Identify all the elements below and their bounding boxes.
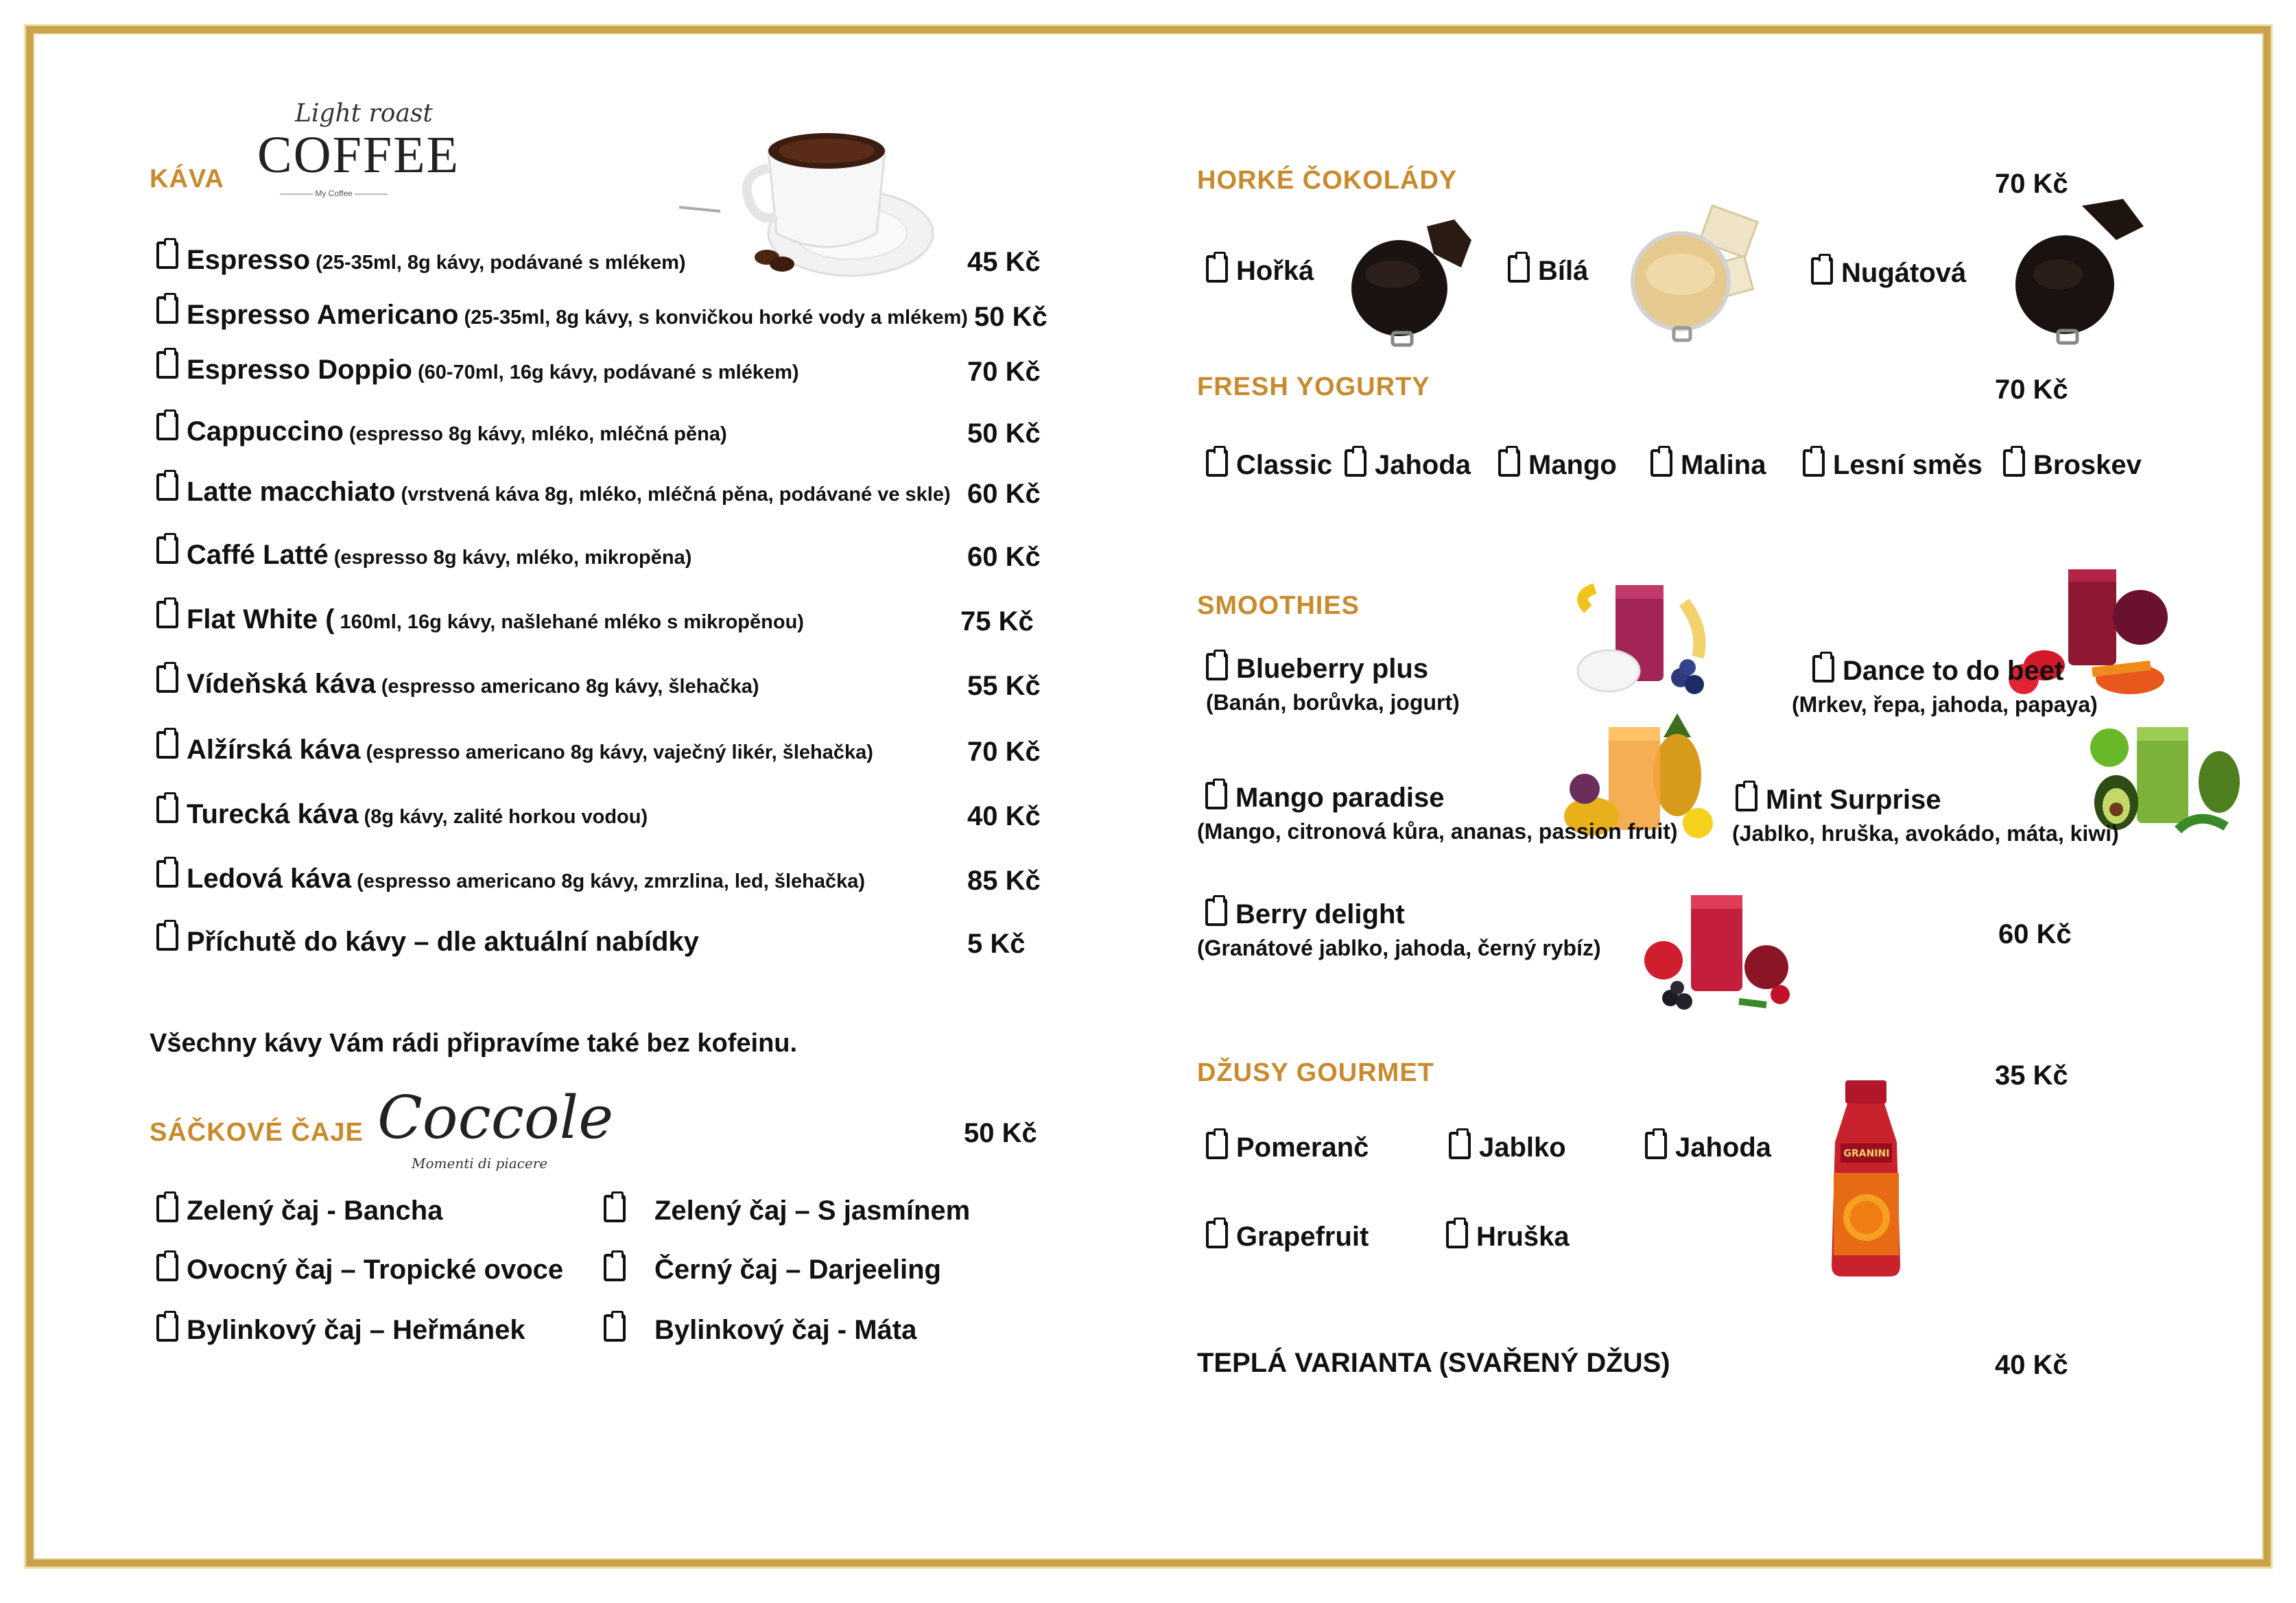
checkbox-icon [156, 860, 178, 888]
caj-item[interactable] [604, 1254, 941, 1285]
checkbox-icon [156, 473, 178, 501]
checkbox-icon [1508, 255, 1530, 283]
kava-item-desc: (25-35ml, 8g kávy, podávané s mlékem) [316, 252, 686, 274]
dzus-item-label: Pomeranč [1236, 1132, 1369, 1163]
kava-item-price: 60 Kč [967, 542, 1041, 572]
dzus-item[interactable] [1446, 1221, 1570, 1252]
checkbox-icon [156, 731, 178, 759]
tepla-varianta-price: 40 Kč [1995, 1350, 2068, 1380]
kava-item[interactable] [156, 796, 1048, 830]
coffee-logo-main: COFFEE [257, 126, 460, 184]
smoothie-item-desc: (Mrkev, řepa, jahoda, papaya) [1792, 692, 2098, 717]
smoothie-item-name: Mint Surprise [1766, 785, 1941, 815]
cokolady-heading: HORKÉ ČOKOLÁDY [1197, 166, 1458, 195]
kava-item-name: Ledová káva [187, 864, 352, 894]
kava-item-price: 75 Kč [960, 606, 1034, 637]
kava-item-desc: (espresso americano 8g kávy, vaječný likér, šlehačka) [366, 741, 873, 763]
kava-item-price: 70 Kč [967, 737, 1041, 767]
kava-item[interactable] [156, 351, 1048, 385]
coffee-logo-small: ———— My Coffee ———— [280, 189, 388, 198]
caj-item[interactable] [604, 1314, 916, 1346]
kava-item-name: Alžírská káva [187, 735, 361, 765]
yogurt-item[interactable] [1650, 449, 1766, 481]
checkbox-icon [2003, 449, 2025, 477]
yogurt-item-label: Malina [1681, 450, 1766, 480]
kava-item[interactable] [156, 413, 1048, 447]
smoothie-item[interactable] [1197, 899, 1601, 961]
smoothie-item-name: Berry delight [1235, 899, 1405, 929]
checkbox-icon [1206, 1132, 1228, 1159]
coffee-logo [254, 99, 460, 198]
checkbox-icon [604, 1195, 626, 1222]
cokolada-horka-label: Hořká [1236, 256, 1314, 286]
kava-item-desc: (8g kávy, zalité horkou vodou) [364, 806, 648, 828]
dzusy-heading: DŽUSY GOURMET [1197, 1058, 1434, 1087]
kava-item-desc: (vrstvená káva 8g, mléko, mléčná pěna, podávané ve skle) [401, 484, 951, 506]
juice-bottle-image [1821, 1080, 1910, 1279]
smoothie-item-name: Blueberry plus [1236, 654, 1429, 684]
smoothie-item-name: Mango paradise [1235, 783, 1445, 813]
kava-item[interactable] [156, 241, 1048, 276]
checkbox-icon [156, 665, 178, 693]
smoothie-item[interactable] [1197, 782, 1678, 844]
smoothie-item-desc: (Granátové jablko, jahoda, černý rybíz) [1197, 936, 1601, 960]
kava-item-price: 60 Kč [967, 479, 1041, 509]
checkbox-icon [1812, 655, 1834, 682]
caj-item-label: Černý čaj – Darjeeling [654, 1255, 941, 1285]
dark-chocolate-image [1345, 213, 1482, 350]
checkbox-icon [1449, 1132, 1471, 1159]
yogurt-item-label: Jahoda [1375, 450, 1471, 480]
dzus-item-label: Hruška [1476, 1222, 1570, 1252]
white-chocolate-image [1626, 206, 1763, 350]
kava-item-name: Espresso [187, 245, 311, 275]
checkbox-icon [1206, 653, 1228, 680]
checkbox-icon [604, 1314, 626, 1342]
kava-item[interactable] [156, 860, 1048, 894]
kava-item-desc: (espresso americano 8g kávy, šlehačka) [381, 676, 759, 698]
tepla-varianta-label: TEPLÁ VARIANTA (SVAŘENÝ DŽUS) [1197, 1348, 1670, 1378]
blueberry-smoothie-image [1567, 582, 1718, 702]
kava-item-name: Flat White ( [187, 604, 335, 634]
kava-item-name: Espresso Americano [187, 300, 459, 330]
dzus-item[interactable] [1449, 1132, 1566, 1163]
cokolady-price: 70 Kč [1995, 169, 2068, 199]
kava-item-desc: (espresso 8g kávy, mléko, mléčná pěna) [348, 423, 727, 445]
kava-item-price: 50 Kč [974, 302, 1048, 332]
checkbox-icon [1206, 1221, 1228, 1248]
kava-item-name: Příchutě do kávy – dle aktuální nabídky [187, 927, 699, 957]
yogurt-item-label: Lesní směs [1833, 450, 1983, 480]
smoothie-item[interactable] [1732, 784, 2119, 846]
kava-item-name: Latte macchiato [187, 477, 396, 507]
caj-item-label: Ovocný čaj – Tropické ovoce [187, 1255, 564, 1285]
kava-item[interactable] [156, 731, 1048, 765]
kava-item-price: 45 Kč [967, 247, 1041, 277]
checkbox-icon [1645, 1132, 1667, 1159]
cokolada-nugatova[interactable] [1811, 257, 1966, 289]
checkbox-icon [1811, 257, 1833, 285]
caje-heading: SÁČKOVÉ ČAJE [150, 1118, 364, 1147]
dzus-item[interactable] [1206, 1221, 1369, 1252]
checkbox-icon [1206, 449, 1228, 477]
checkbox-icon [1803, 449, 1825, 477]
checkbox-icon [604, 1254, 626, 1281]
kava-item[interactable] [156, 296, 1048, 331]
checkbox-icon [156, 351, 178, 379]
kava-item-name: Vídeňská káva [187, 669, 376, 699]
checkbox-icon [156, 601, 178, 628]
yogurt-item[interactable] [2003, 449, 2142, 481]
checkbox-icon [156, 1254, 178, 1281]
caj-item[interactable] [156, 1254, 563, 1285]
kava-item-desc: 160ml, 16g kávy, našlehané mléko s mikropěnou) [340, 611, 804, 633]
dzusy-price: 35 Kč [1995, 1060, 2068, 1091]
yogurt-item-label: Mango [1528, 450, 1617, 480]
yogurt-item-label: Classic [1236, 450, 1333, 480]
berry-smoothie-image [1636, 892, 1801, 1015]
kava-item-desc: (60-70ml, 16g kávy, podávané s mlékem) [417, 361, 799, 383]
kava-item-price: 40 Kč [967, 801, 1041, 831]
caj-item-label: Zelený čaj – S jasmínem [654, 1196, 971, 1226]
kava-item-price: 85 Kč [967, 866, 1041, 896]
smoothie-item[interactable] [1206, 653, 1460, 715]
coccole-logo [370, 1084, 614, 1180]
kava-item-name: Espresso Doppio [187, 355, 412, 385]
cokolada-nugatova-label: Nugátová [1841, 258, 1967, 288]
coccole-logo-main: Coccole [377, 1084, 614, 1152]
checkbox-icon [1446, 1221, 1468, 1248]
smoothies-heading: SMOOTHIES [1197, 591, 1360, 620]
checkbox-icon [1498, 449, 1520, 477]
yogurt-item[interactable] [1498, 449, 1617, 481]
caj-item[interactable] [604, 1195, 970, 1226]
checkbox-icon [156, 536, 178, 564]
kava-item[interactable] [156, 923, 1048, 958]
checkbox-icon [156, 413, 178, 440]
cokolada-bila-label: Bílá [1538, 256, 1589, 286]
kava-item[interactable] [156, 601, 1048, 635]
checkbox-icon [156, 296, 178, 324]
kava-item-price: 70 Kč [967, 357, 1041, 387]
yogurty-price: 70 Kč [1995, 375, 2068, 405]
yogurty-heading: FRESH YOGURTY [1197, 372, 1430, 401]
dzus-item-label: Jablko [1479, 1132, 1566, 1163]
checkbox-icon [1736, 784, 1757, 811]
kava-item-desc: (espresso 8g kávy, mléko, mikropěna) [333, 547, 692, 569]
smoothie-item-desc: (Banán, borůvka, jogurt) [1206, 690, 1460, 715]
kava-item-name: Turecká káva [187, 799, 359, 829]
yogurt-item[interactable] [1206, 449, 1332, 481]
dzus-item-label: Jahoda [1675, 1132, 1772, 1163]
checkbox-icon [1205, 899, 1227, 926]
caj-item-label: Bylinkový čaj – Heřmánek [187, 1315, 525, 1345]
kava-heading: KÁVA [150, 165, 224, 193]
caj-item[interactable] [156, 1195, 442, 1226]
dzus-item[interactable] [1645, 1132, 1771, 1163]
smoothie-item-desc: (Mango, citronová kůra, ananas, passion fruit) [1197, 819, 1678, 844]
coccole-logo-sub: Momenti di piacere [412, 1155, 548, 1172]
kava-item[interactable] [156, 665, 1048, 700]
juice-bottle-label: GRANINI [1843, 1148, 1890, 1159]
checkbox-icon [1206, 255, 1228, 283]
kava-item-price: 50 Kč [967, 418, 1041, 449]
smoothies-price: 60 Kč [1998, 919, 2072, 949]
yogurt-item[interactable] [1803, 449, 1983, 481]
dzus-item-label: Grapefruit [1236, 1222, 1369, 1252]
smoothie-item[interactable] [1792, 655, 2098, 717]
checkbox-icon [156, 796, 178, 823]
kava-item-desc: (espresso americano 8g kávy, zmrzlina, led, šlehačka) [357, 870, 866, 892]
yogurt-item[interactable] [1345, 449, 1471, 481]
caj-item-label: Zelený čaj - Bancha [187, 1196, 443, 1226]
kava-item-name: Cappuccino [187, 416, 344, 447]
kava-item-desc: (25-35ml, 8g kávy, s konvičkou horké vody a mlékem) [464, 307, 968, 329]
kava-item-price: 55 Kč [967, 671, 1041, 701]
cokolada-horka[interactable] [1206, 255, 1314, 287]
kava-note: Všechny kávy Vám rádi připravíme také bez kofeinu. [150, 1029, 798, 1058]
caje-price: 50 Kč [964, 1118, 1037, 1148]
cokolada-bila[interactable] [1508, 255, 1588, 287]
checkbox-icon [156, 1314, 178, 1342]
kava-item-name: Caffé Latté [187, 540, 329, 570]
checkbox-icon [1205, 782, 1227, 809]
checkbox-icon [156, 241, 178, 269]
smoothie-item-desc: (Jablko, hruška, avokádo, máta, kiwi) [1732, 821, 2119, 846]
checkbox-icon [156, 923, 178, 951]
coffee-logo-top: Light roast [295, 99, 433, 128]
kava-item[interactable] [156, 473, 1048, 508]
smoothie-item-name: Dance to do beet [1843, 656, 2064, 686]
dzus-item[interactable] [1206, 1132, 1369, 1163]
nougat-chocolate-image [2007, 199, 2151, 350]
checkbox-icon [1650, 449, 1672, 477]
yogurt-item-label: Broskev [2033, 450, 2142, 480]
checkbox-icon [1345, 449, 1366, 477]
checkbox-icon [156, 1195, 178, 1222]
kava-item[interactable] [156, 536, 1048, 571]
caj-item-label: Bylinkový čaj - Máta [654, 1315, 917, 1345]
caj-item[interactable] [156, 1314, 525, 1346]
kava-item-price: 5 Kč [967, 929, 1026, 959]
